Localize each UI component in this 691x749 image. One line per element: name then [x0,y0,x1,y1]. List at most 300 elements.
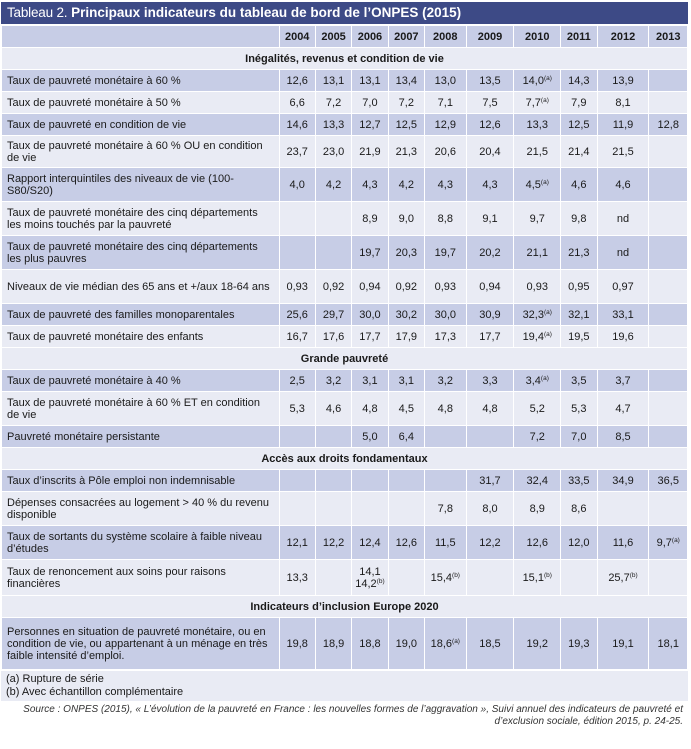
value-cell [561,136,597,168]
cell-value: 11,9 [612,118,634,131]
value-cell [279,114,315,136]
cell-value: 13,1 [359,74,381,87]
table-row [2,136,688,168]
footnote-marker: (a) [543,74,552,82]
cell-value: 12,6 [395,536,418,549]
value-cell [514,370,561,392]
cell-value: 30,0 [434,308,456,321]
cell-value: 18,8 [359,637,381,650]
footnotes [1,671,688,701]
row-label: Taux de pauvreté des familles monoparentales [2,304,280,326]
cell-value: 8,1 [615,96,631,109]
cell-value: 0,92 [322,280,345,293]
cell-value: 20,2 [479,246,501,259]
value-cell [425,202,467,236]
value-cell [561,168,597,202]
cell-value: 30,0 [359,308,381,321]
value-cell [425,92,467,114]
cell-value: 14,3 [568,74,590,87]
value-cell [514,492,561,526]
value-cell [466,560,514,596]
table-row [2,326,688,348]
cell-value: 4,5 [398,402,414,415]
value-cell [315,136,351,168]
cell-value: 9,0 [398,212,414,225]
table-row [2,270,688,304]
value-cell [279,526,315,560]
value-cell [514,618,561,670]
value-cell [561,236,597,270]
value-cell [597,326,649,348]
table-row [2,492,688,526]
row-label: Taux de renoncement aux soins pour raisons financières [2,560,280,596]
cell-value: 4,3 [362,178,378,191]
cell-value: 3,4 [525,374,541,387]
value-cell [514,526,561,560]
year-header: 2008 [425,26,467,48]
table-row [2,526,688,560]
table-row [2,618,688,670]
year-header: 2011 [561,26,597,48]
value-cell [597,270,649,304]
value-cell [279,202,315,236]
value-cell [597,618,649,670]
value-cell [649,326,688,348]
source-citation: Source : ONPES (2015), « L’évolution de la pauvreté en France : les nouvelles formes de l’aggravation », Suivi annuel des indicateurs de pauvreté et d’exclusion sociale, édition 2015, p. 24-25. [23,704,683,727]
cell-value: 7,0 [571,430,587,443]
value-cell [649,492,688,526]
cell-value: 7,2 [529,430,545,443]
year-header: 2007 [388,26,424,48]
value-cell [425,470,467,492]
cell-value: 17,7 [479,330,501,343]
value-cell [649,426,688,448]
value-cell [352,526,388,560]
value-cell [514,270,561,304]
cell-value: 8,0 [482,502,498,515]
value-cell [561,114,597,136]
table-row [2,114,688,136]
value-cell [561,426,597,448]
cell-value: 3,2 [325,374,342,387]
cell-value: 13,4 [395,74,418,87]
value-cell [315,114,351,136]
row-label: Taux de pauvreté monétaire à 60 % [2,70,280,92]
year-header: 2006 [352,26,388,48]
cell-value: 12,7 [359,118,381,131]
cell-value: 19,0 [395,637,418,650]
cell-value: 25,7 [608,571,630,584]
cell-value: 8,9 [362,212,378,225]
cell-value: 7,1 [437,96,453,109]
value-cell [352,370,388,392]
value-cell [514,326,561,348]
value-cell [425,136,467,168]
footnote-marker: (a) [452,637,460,645]
footnote-marker: (a) [671,536,680,544]
value-cell [466,492,514,526]
value-cell [352,618,388,670]
cell-value: 32,1 [568,308,590,321]
value-cell [388,618,424,670]
cell-value: 14,1 [359,565,381,578]
footnote-b: (b) Avec échantillon complémentaire [6,686,184,698]
cell-value: 18,1 [657,637,679,650]
cell-value-second: 14,2 [355,577,377,590]
value-cell [279,236,315,270]
value-cell [466,470,514,492]
cell-value: 3,1 [398,374,414,387]
value-cell [315,526,351,560]
year-header: 2004 [279,26,315,48]
value-cell [352,70,388,92]
value-cell [597,470,649,492]
cell-value: 7,0 [362,96,378,109]
value-cell [649,470,688,492]
cell-value: 15,1 [522,571,544,584]
cell-value: 5,0 [362,430,378,443]
value-cell [514,168,561,202]
table-row [2,304,688,326]
cell-value: 12,6 [479,118,501,131]
value-cell [514,114,561,136]
table-row [2,426,688,448]
value-cell [279,304,315,326]
footnote-marker: (b) [629,571,638,579]
cell-value: 7,2 [325,96,342,109]
cell-value: 11,6 [612,536,634,549]
cell-value: 30,2 [395,308,418,321]
value-cell [425,492,467,526]
value-cell [466,304,514,326]
cell-value: 17,6 [322,330,345,343]
value-cell [352,326,388,348]
value-cell [425,270,467,304]
cell-value: 3,3 [482,374,498,387]
value-cell [315,92,351,114]
cell-value: 8,8 [437,212,453,225]
value-cell [561,270,597,304]
cell-value: 19,2 [526,637,548,650]
value-cell [388,114,424,136]
value-cell [352,426,388,448]
footnote-marker: (a) [540,178,549,186]
value-cell [388,202,424,236]
value-cell [597,492,649,526]
row-label: Taux de pauvreté monétaire des cinq départements les moins touchés par la pauvreté [2,202,280,236]
cell-value: 12,4 [359,536,381,549]
value-cell [352,270,388,304]
value-cell [279,560,315,596]
cell-value: 13,0 [434,74,456,87]
value-cell [279,326,315,348]
value-cell [649,236,688,270]
cell-value: 12,2 [322,536,345,549]
value-cell [561,392,597,426]
cell-value: 21,3 [568,246,590,259]
row-label: Taux de pauvreté en condition de vie [2,114,280,136]
value-cell [649,136,688,168]
footnote-marker: (b) [452,571,460,579]
value-cell [466,618,514,670]
cell-value: 3,5 [571,374,587,387]
table-row [2,92,688,114]
value-cell [279,136,315,168]
section-header-row [2,348,688,370]
value-cell [649,202,688,236]
cell-value: nd [616,246,630,259]
value-cell [425,426,467,448]
value-cell [279,92,315,114]
cell-value: 4,0 [289,178,305,191]
value-cell [315,168,351,202]
value-cell [315,492,351,526]
cell-value: 4,2 [325,178,342,191]
value-cell [466,526,514,560]
cell-value: 21,4 [568,145,590,158]
section-title: Grande pauvreté [2,348,688,370]
cell-value: 0,93 [434,280,456,293]
value-cell [466,392,514,426]
table-row [2,70,688,92]
cell-value: 18,6 [430,637,453,650]
value-cell [388,270,424,304]
header-blank-cell [2,26,280,48]
value-cell [315,304,351,326]
cell-value: 0,92 [395,280,418,293]
value-cell [466,236,514,270]
table-row [2,560,688,596]
value-cell [425,326,467,348]
cell-value: 9,8 [571,212,587,225]
section-header-row [2,48,688,70]
value-cell [425,70,467,92]
table-row [2,370,688,392]
value-cell [279,270,315,304]
cell-value: 19,7 [359,246,381,259]
value-cell [425,392,467,426]
value-cell [514,236,561,270]
cell-value: 4,3 [437,178,453,191]
value-cell [561,526,597,560]
table-title-text: Principaux indicateurs du tableau de bord de l’ONPES (2015) [71,5,462,20]
value-cell [597,304,649,326]
value-cell [466,136,514,168]
value-cell [315,560,351,596]
cell-value: 19,8 [286,637,308,650]
value-cell [514,392,561,426]
cell-value: 0,94 [359,280,381,293]
value-cell [561,618,597,670]
value-cell [388,70,424,92]
value-cell [597,92,649,114]
cell-value: 9,7 [656,536,672,549]
cell-value: 21,9 [359,145,381,158]
cell-value: 18,9 [322,637,345,650]
value-cell [597,526,649,560]
cell-value: 16,7 [286,330,308,343]
value-cell [561,304,597,326]
year-header: 2010 [514,26,561,48]
cell-value: nd [616,212,630,225]
table-row [2,392,688,426]
value-cell [597,370,649,392]
cell-value: 33,1 [612,308,634,321]
value-cell [597,70,649,92]
row-label: Rapport interquintiles des niveaux de vie (100-S80/S20) [2,168,280,202]
value-cell [315,426,351,448]
value-cell [315,236,351,270]
table-row [2,236,688,270]
value-cell [597,426,649,448]
cell-value: 21,3 [395,145,418,158]
value-cell [388,392,424,426]
value-cell [514,70,561,92]
cell-value: 17,9 [395,330,418,343]
value-cell [597,236,649,270]
value-cell [315,202,351,236]
footnote-marker: (a) [540,374,549,382]
cell-value: 23,0 [322,145,345,158]
cell-value: 4,5 [525,178,541,191]
footnote-a: (a) Rupture de série [6,673,104,685]
value-cell [649,560,688,596]
value-cell [388,492,424,526]
cell-value: 0,97 [612,280,634,293]
cell-value: 11,5 [435,536,456,549]
footnote-marker: (a) [540,96,549,104]
year-header: 2012 [597,26,649,48]
cell-value: 7,9 [571,96,587,109]
cell-value: 7,8 [437,502,453,515]
footnote-marker: (b) [376,577,385,585]
value-cell [388,92,424,114]
value-cell [514,202,561,236]
cell-value: 19,5 [568,330,590,343]
value-cell [561,560,597,596]
cell-value: 0,93 [286,280,308,293]
cell-value: 33,5 [568,474,590,487]
row-label: Taux de pauvreté monétaire à 50 % [2,92,280,114]
indicators-table [1,25,688,670]
value-cell [388,470,424,492]
year-header: 2005 [315,26,351,48]
value-cell [466,168,514,202]
table-row [2,168,688,202]
value-cell [649,304,688,326]
value-cell [279,470,315,492]
row-label: Taux de pauvreté monétaire des enfants [2,326,280,348]
cell-value: 21,5 [612,145,634,158]
value-cell [649,70,688,92]
value-cell [561,70,597,92]
value-cell [561,492,597,526]
value-cell [388,304,424,326]
cell-value: 20,4 [479,145,501,158]
value-cell [315,70,351,92]
cell-value: 34,9 [612,474,634,487]
value-cell [352,136,388,168]
cell-value: 4,2 [398,178,414,191]
cell-value: 13,3 [322,118,345,131]
value-cell [561,202,597,236]
cell-value: 5,3 [571,402,587,415]
cell-value: 13,1 [322,74,345,87]
value-cell [388,136,424,168]
cell-value: 5,2 [529,402,545,415]
cell-value: 4,6 [571,178,587,191]
value-cell [649,270,688,304]
section-title: Inégalités, revenus et condition de vie [2,48,688,70]
cell-value: 20,6 [434,145,456,158]
cell-value: 25,6 [286,308,308,321]
cell-value: 30,9 [479,308,501,321]
value-cell [425,618,467,670]
value-cell [388,526,424,560]
row-label: Taux de pauvreté monétaire des cinq départements les plus pauvres [2,236,280,270]
cell-value: 2,5 [289,374,305,387]
cell-value: 12,8 [657,118,679,131]
cell-value: 12,5 [395,118,418,131]
cell-value: 7,7 [525,96,541,109]
cell-value: 17,7 [359,330,381,343]
cell-value: 12,1 [286,536,308,549]
value-cell [388,426,424,448]
cell-value: 7,2 [398,96,414,109]
value-cell [466,326,514,348]
cell-value: 4,3 [482,178,498,191]
cell-value: 3,2 [437,374,453,387]
value-cell [649,370,688,392]
section-title: Indicateurs d’inclusion Europe 2020 [2,596,688,618]
value-cell [388,326,424,348]
value-cell [649,114,688,136]
cell-value: 8,5 [615,430,631,443]
cell-value: 19,4 [522,330,544,343]
value-cell [561,470,597,492]
cell-value: 19,6 [612,330,634,343]
value-cell [597,114,649,136]
cell-value: 12,6 [526,536,548,549]
value-cell [514,136,561,168]
cell-value: 7,5 [482,96,498,109]
cell-value: 13,9 [612,74,634,87]
value-cell [466,202,514,236]
value-cell [597,392,649,426]
value-cell [597,136,649,168]
value-cell [279,392,315,426]
cell-value: 5,3 [289,402,305,415]
value-cell [514,560,561,596]
cell-value: 29,7 [322,308,345,321]
table-row [2,470,688,492]
cell-value: 6,4 [398,430,414,443]
cell-value: 13,5 [479,74,501,87]
cell-value: 0,94 [479,280,501,293]
value-cell [649,92,688,114]
value-cell [315,392,351,426]
cell-value: 36,5 [657,474,679,487]
value-cell [514,426,561,448]
cell-value: 14,0 [522,74,544,87]
value-cell [561,92,597,114]
value-cell [315,470,351,492]
cell-value: 0,95 [568,280,590,293]
value-cell [649,392,688,426]
row-label: Pauvreté monétaire persistante [2,426,280,448]
value-cell [279,492,315,526]
value-cell [514,304,561,326]
